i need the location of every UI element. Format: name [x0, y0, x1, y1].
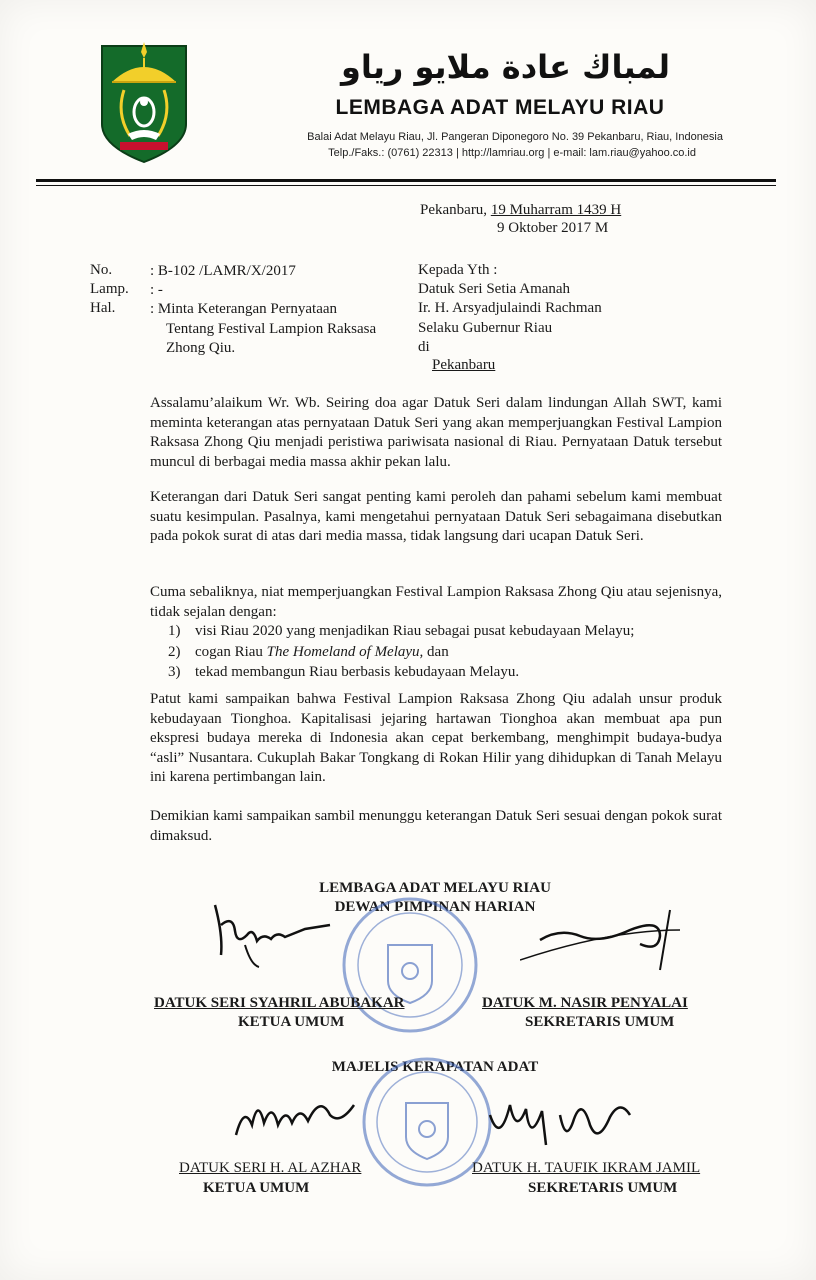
recipient-line: di [418, 339, 430, 355]
org-name: LEMBAGA ADAT MELAYU RIAU [335, 96, 665, 119]
ref-hal-line3: Zhong Qiu. [166, 340, 236, 356]
dph-chair-name: DATUK SERI SYAHRIL ABUBAKAR [154, 995, 405, 1011]
contact-line: Telp./Faks.: (0761) 22313 | http://lamriau.org | e-mail: lam.riau@yahoo.co.id [328, 147, 696, 159]
body-paragraph: Assalamu’alaikum Wr. Wb. Seiring doa agar Datuk Seri dalam lindungan Allah SWT, kami meminta keterangan atas pernyataan Datuk Seri yang akan memperjuangkan Festival Lampion Raksasa Zhong Qiu menjadi peristiwa pariwisata nasional di Riau. Pernyataan Datuk tersebut muncul di berbagai media massa akhir pekan lalu. [150, 395, 722, 470]
body-paragraph: Keterangan dari Datuk Seri sangat penting kami peroleh dan pahami sebelum kami membuat suatu kesimpulan. Pasalnya, kami mengetahui pernyataan Datuk Seri sebagaimana disebutkan pada pokok surat di atas dari media massa, tidak langsung dari ucapan Datuk Seri. [150, 489, 722, 544]
mka-secretary-name: DATUK H. TAUFIK IKRAM JAMIL [472, 1160, 701, 1176]
dph-title: DEWAN PIMPINAN HARIAN [334, 899, 536, 915]
letter-date [420, 202, 621, 219]
dph-secretary-name: DATUK M. NASIR PENYALAI [482, 995, 688, 1011]
signature-left-icon [205, 895, 335, 975]
list-item: 1) visi Riau 2020 yang menjadikan Riau sebagai pusat kebudayaan Melayu; [168, 623, 635, 639]
official-stamp-icon [340, 895, 480, 1035]
body-paragraph: Patut kami sampaikan bahwa Festival Lampion Raksasa Zhong Qiu adalah unsur produk kebudayaan Tionghoa. Kapitalisasi jejaring hartawan Tionghoa akan membuat apa pun ekspresi budaya mereka di Indonesia akan cepat berkembang, menghimpit budaya-budya “asli” Nusantara. Cukuplah Bakar Tongkang di Rokan Hilir yang dihidupkan di Tanah Melayu ini karena pertimbangan lain. [150, 691, 722, 785]
ref-lamp-value: : - [150, 282, 163, 298]
date-hijri: 19 Muharram 1439 H [490, 202, 622, 218]
recipient-city: Pekanbaru [432, 357, 496, 373]
ref-no-value: : B-102 /LAMR/X/2017 [150, 263, 296, 279]
ref-no-label: No. [90, 262, 113, 278]
ref-lamp-label: Lamp. [90, 281, 129, 297]
mka-chair-name: DATUK SERI H. AL AZHAR [179, 1160, 362, 1176]
body-paragraph: Demikian kami sampaikan sambil menunggu keterangan Datuk Seri sesuai dengan pokok surat dimaksud. [150, 808, 722, 844]
date-gregorian: 9 Oktober 2017 M [497, 220, 609, 236]
dph-org-title: LEMBAGA ADAT MELAYU RIAU [319, 880, 551, 896]
recipient-line: Selaku Gubernur Riau [418, 320, 553, 336]
mka-secretary-role: SEKRETARIS UMUM [528, 1180, 678, 1196]
header-divider [36, 179, 776, 182]
recipient-line: Kepada Yth : [418, 262, 498, 278]
header-divider-thin [36, 185, 776, 186]
date-city: Pekanbaru, [420, 202, 488, 218]
list-item: 3) tekad membangun Riau berbasis kebudayaan Melayu. [168, 664, 520, 680]
list-item: 2) cogan Riau The Homeland of Melayu, dan [168, 643, 449, 660]
ref-hal-line1: : Minta Keterangan Pernyataan [150, 301, 338, 317]
signature-right-icon [470, 1085, 640, 1160]
lam-riau-emblem-icon [98, 38, 190, 166]
body-list [168, 623, 728, 685]
arabic-title: لمباڬ عادة ملايو رياو [340, 48, 670, 86]
signature-left-icon [230, 1085, 360, 1145]
dph-chair-role: KETUA UMUM [238, 1014, 345, 1030]
signature-right-icon [520, 900, 700, 990]
ref-hal-label: Hal. [90, 300, 116, 316]
address-line: Balai Adat Melayu Riau, Jl. Pangeran Diponegoro No. 39 Pekanbaru, Riau, Indonesia [307, 131, 723, 143]
body-paragraph: Cuma sebaliknya, niat memperjuangkan Festival Lampion Raksasa Zhong Qiu atau sejenisnya, tidak sejalan dengan: [150, 584, 722, 620]
mka-chair-role: KETUA UMUM [203, 1180, 310, 1196]
dph-secretary-role: SEKRETARIS UMUM [525, 1014, 675, 1030]
ref-hal-line2: Tentang Festival Lampion Raksasa [166, 321, 377, 337]
recipient-line: Datuk Seri Setia Amanah [418, 281, 571, 297]
recipient-line: Ir. H. Arsyadjulaindi Rachman [418, 300, 602, 316]
mka-title: MAJELIS KERAPATAN ADAT [331, 1059, 539, 1075]
